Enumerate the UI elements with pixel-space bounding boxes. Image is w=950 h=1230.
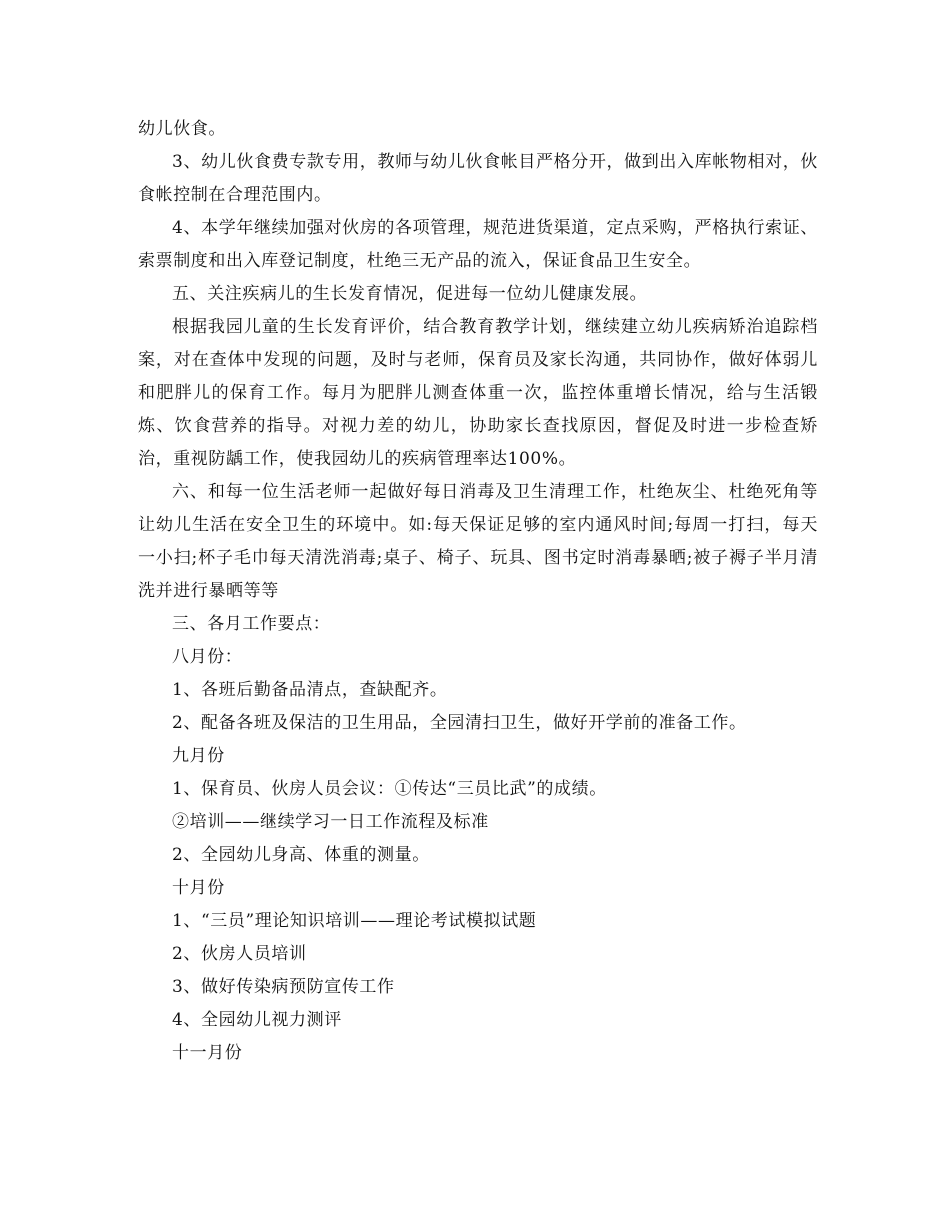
list-item: 4、全园幼儿视力测评 — [172, 1010, 342, 1030]
paragraph-3: 4、本学年继续加强对伙房的各项管理，规范进货渠道，定点采购，严格执行索证、索票制度和出入库登记制度，杜绝三无产品的流入，保证食品卫生安全。 — [138, 218, 818, 271]
month-october: 十月份 — [172, 878, 225, 898]
month-august: 八月份： — [172, 647, 243, 667]
list-item: 2、配备各班及保洁的卫生用品，全园清扫卫生，做好开学前的准备工作。 — [172, 713, 747, 733]
month-november: 十一月份 — [172, 1043, 243, 1063]
month-september: 九月份 — [172, 746, 225, 766]
section-heading-monthly: 三、各月工作要点： — [172, 614, 331, 634]
section-heading-6: 六、和每一位生活老师一起做好每日消毒及卫生清理工作，杜绝灰尘、杜绝死角等让幼儿生活在安全卫生的环境中。如:每天保证足够的室内通风时间;每周一打扫，每天一小扫;杯子毛巾每天清洗消毒;桌子、椅子、玩具、图书定时消毒暴晒;被子褥子半月清洗并进行暴晒等等 — [138, 482, 818, 601]
section-heading-5: 五、关注疾病儿的生长发育情况，促进每一位幼儿健康发展。 — [172, 284, 648, 304]
list-item: 2、伙房人员培训 — [172, 944, 307, 964]
list-item: 1、各班后勤备品清点，查缺配齐。 — [172, 680, 448, 700]
paragraph-2: 3、幼儿伙食费专款专用，教师与幼儿伙食帐目严格分开，做到出入库帐物相对，伙食帐控制在合理范围内。 — [138, 152, 818, 205]
list-item: 3、做好传染病预防宣传工作 — [172, 977, 395, 997]
list-item: ②培训——继续学习一日工作流程及标准 — [172, 812, 489, 832]
paragraph-1: 幼儿伙食。 — [138, 119, 226, 139]
list-item: 2、全园幼儿身高、体重的测量。 — [172, 845, 430, 865]
list-item: 1、保育员、伙房人员会议：①传达“三员比武”的成绩。 — [172, 779, 607, 799]
list-item: 1、“三员”理论知识培训——理论考试模拟试题 — [172, 911, 537, 931]
paragraph-5: 根据我园儿童的生长发育评价，结合教育教学计划，继续建立幼儿疾病矫治追踪档案，对在查体中发现的问题，及时与老师，保育员及家长沟通，共同协作，做好体弱儿和肥胖儿的保育工作。每月为肥胖儿测查体重一次，监控体重增长情况，给与生活锻炼、饮食营养的指导。对视力差的幼儿，协助家长查找原因，督促及时进一步检查矫治，重视防龋工作，使我园幼儿的疾病管理率达100%。 — [138, 317, 818, 469]
document-body — [138, 113, 818, 1070]
